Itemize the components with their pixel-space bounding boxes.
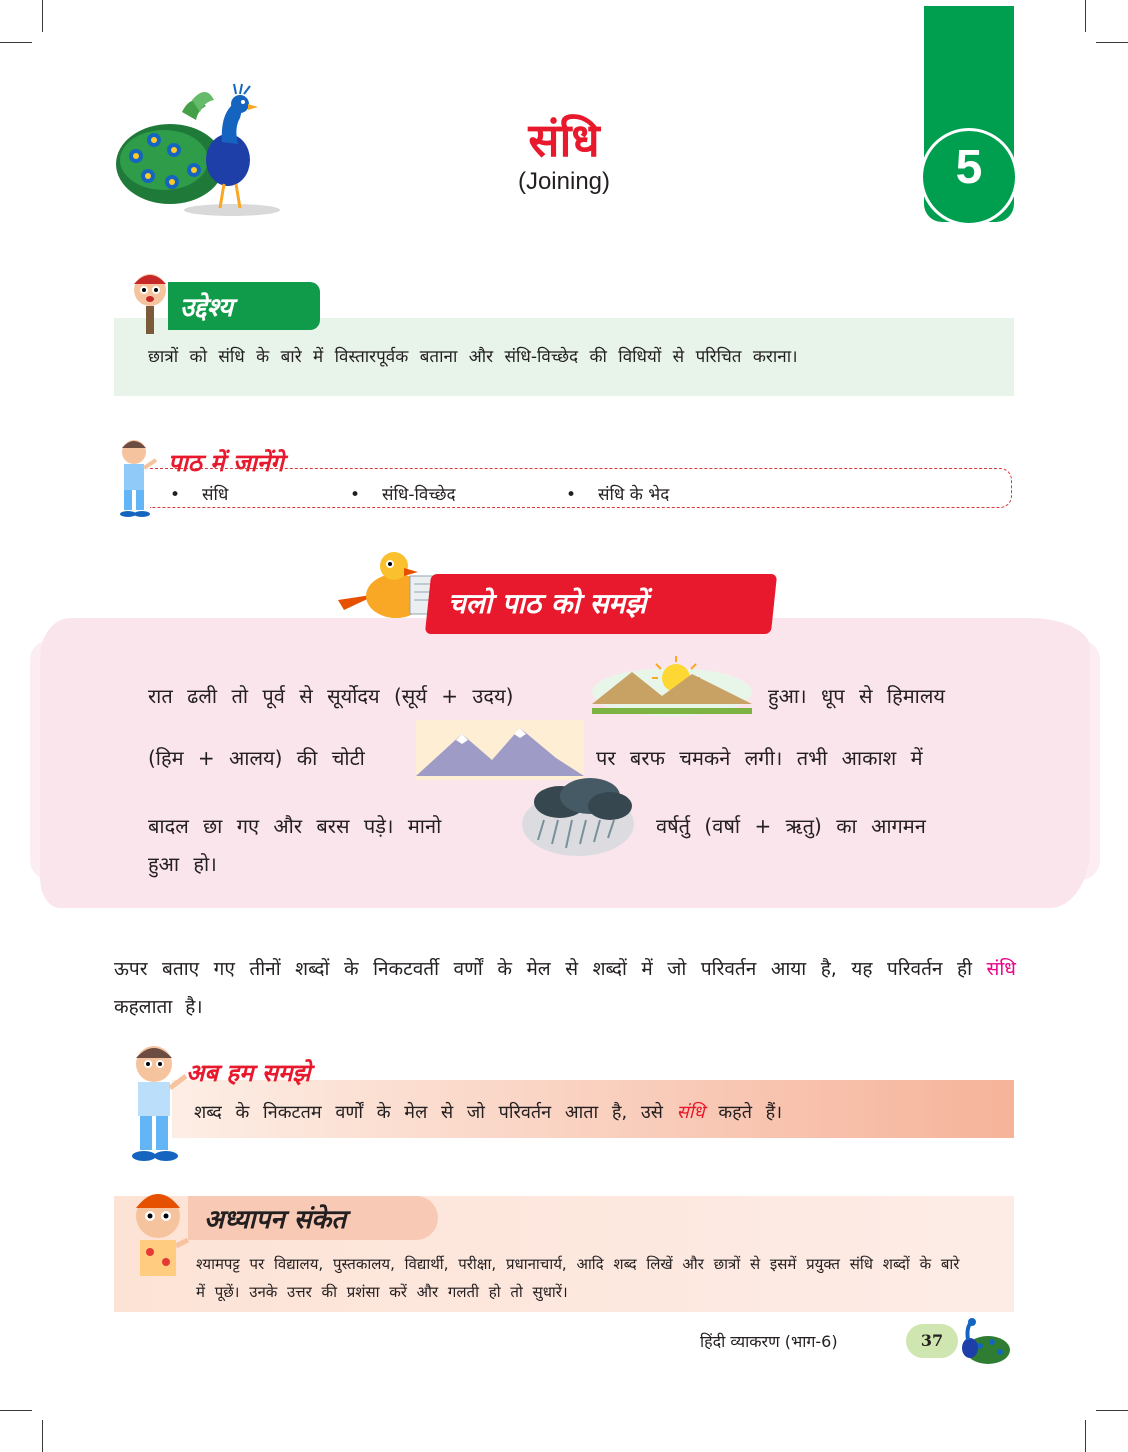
chapter-number: 5 <box>955 141 983 194</box>
teaching-note-label: अध्यापन संकेत <box>204 1205 347 1235</box>
page-number: 37 <box>920 1331 944 1350</box>
chapter-title-english: (Joining) <box>517 168 611 195</box>
sandhi-highlight: संधि <box>986 958 1016 980</box>
lesson-line: हुआ। धूप से हिमालय <box>768 684 945 708</box>
sandhi-highlight: संधि <box>676 1102 705 1123</box>
crop-mark <box>42 1420 43 1452</box>
snowy-mountains-icon <box>416 720 584 780</box>
learn-item: • संधि <box>170 485 229 505</box>
book-title-footer: हिंदी व्याकरण (भाग-6) <box>700 1332 838 1351</box>
peacock-illustration <box>954 1316 1012 1368</box>
lesson-line: हुआ हो। <box>148 852 217 876</box>
boy-cartoon-icon <box>128 266 174 336</box>
boy-cartoon-icon <box>130 1186 194 1282</box>
crop-mark <box>1085 1420 1086 1452</box>
crop-mark <box>1096 1410 1128 1411</box>
crop-mark <box>1096 42 1128 43</box>
lesson-line: वर्षर्तु (वर्षा + ऋतु) का आगमन <box>656 814 926 838</box>
boy-pointing-icon <box>126 1042 190 1164</box>
objective-text: छात्रों को संधि के बारे में विस्तारपूर्वक बताना और संधि-विच्छेद की विधियों से परिचित कराना। <box>148 347 798 367</box>
crop-mark <box>1085 0 1086 32</box>
summary-text: शब्द के निकटतम वर्णों के मेल से जो परिवर्तन आता है, उसे संधि कहते हैं। <box>194 1102 783 1123</box>
lesson-line: पर बरफ चमकने लगी। तभी आकाश में <box>596 746 923 770</box>
lesson-line: रात ढली तो पूर्व से सूर्योदय (सूर्य + उदय) <box>148 684 514 708</box>
summary-label: अब हम समझे <box>186 1058 311 1087</box>
objective-label: उद्देश्य <box>180 293 233 323</box>
teaching-note-text: श्यामपट्ट पर विद्यालय, पुस्तकालय, विद्यार्थी, परीक्षा, प्रधानाचार्य, आदि शब्द लिखें और छात्रों से इसमें प्रयुक्त संधि शब्दों के बारे में पूछें। उनके उत्तर की प्रशंसा करें और गलती हो तो सुधारें। <box>196 1255 960 1301</box>
learn-label: पाठ में जानेंगे <box>168 448 284 477</box>
lesson-banner-label: चलो पाठ को समझें <box>448 587 647 620</box>
rain-cloud-icon <box>520 776 638 858</box>
learn-item: • संधि के भेद <box>566 485 670 505</box>
lesson-line: (हिम + आलय) की चोटी <box>148 746 365 770</box>
sunrise-mountains-icon <box>592 652 752 716</box>
crop-mark <box>0 1410 32 1411</box>
learn-item: • संधि-विच्छेद <box>350 485 456 505</box>
explanation-paragraph: ऊपर बताए गए तीनों शब्दों के निकटवर्ती वर्णों के मेल से शब्दों में जो परिवर्तन आया है, यह परिवर्तन ही संधि कहलाता है। <box>114 958 1016 1018</box>
chapter-title-hindi: संधि <box>528 113 600 167</box>
lesson-line: बादल छा गए और बरस पड़े। मानो <box>148 814 442 838</box>
crop-mark <box>0 42 32 43</box>
crop-mark <box>42 0 43 32</box>
